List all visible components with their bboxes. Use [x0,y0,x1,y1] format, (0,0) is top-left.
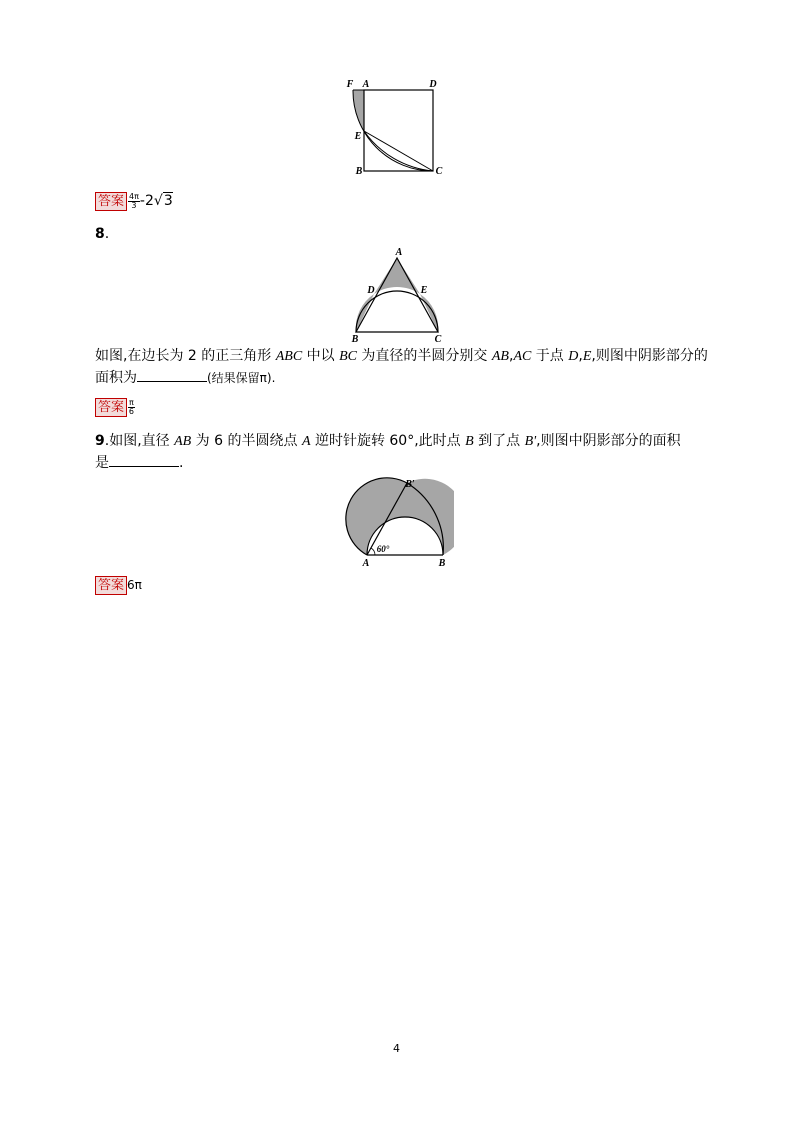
label-f: F [346,79,354,90]
problem-9-line-2: 是 . [95,452,183,473]
sqrt-sign: √ [153,193,163,209]
label-a: A [362,558,370,569]
problem-8-line-2: 面积为 (结果保留π). [95,367,275,388]
label-a: A [395,247,403,258]
figure-square-arcs [340,76,452,180]
answer-tag: 答案 [95,576,127,595]
answer-tag: 答案 [95,192,127,211]
arc-fc [353,90,433,171]
figure-triangle-semicircle [346,244,450,344]
label-d: D [367,285,375,296]
semicircle-bc [356,291,438,332]
answer-value: 6π [127,578,142,592]
figure-rotated-semicircle [342,474,454,570]
label-b: B [351,334,359,344]
problem-8-number: 8. [95,226,110,242]
answer-fraction: $\frac{4\pi}{3}$ [129,191,139,210]
answer-minus: -2 [139,193,154,209]
label-d: D [429,79,437,90]
problem-8-line-1: 如图,在边长为 2 的正三角形 ABC 中以 BC 为直径的半圆分别交 AB,AC 于点 D,E,则图中阴影部分的 [95,348,708,364]
label-b: B [438,558,446,569]
label-e: E [354,131,362,142]
answer-7 [95,191,173,211]
answer-fraction: $\frac{\pi}{6}$ [128,397,134,416]
shaded-region-top [374,258,420,294]
answer-tag: 答案 [95,398,127,417]
answer-blank [109,452,179,467]
answer-8 [95,397,135,417]
label-b: B [355,166,363,177]
square-abcd [364,90,433,171]
chord-ec [364,131,433,171]
label-c: C [434,334,442,344]
answer-blank [137,367,207,382]
label-b-prime: B′ [405,479,415,490]
label-angle: 60° [376,544,390,554]
page-number: 4 [393,1042,400,1055]
label-a: A [362,79,370,90]
label-e: E [420,285,428,296]
sqrt-value: 3 [163,193,173,209]
problem-9-line-1: 9.如图,直径 AB 为 6 的半圆绕点 A 逆时针旋转 60°,此时点 B 到了点 B',则图中阴影部分的面积 [95,433,681,449]
label-c: C [435,166,443,177]
shaded-region-fae [353,90,364,131]
answer-9 [95,575,142,595]
